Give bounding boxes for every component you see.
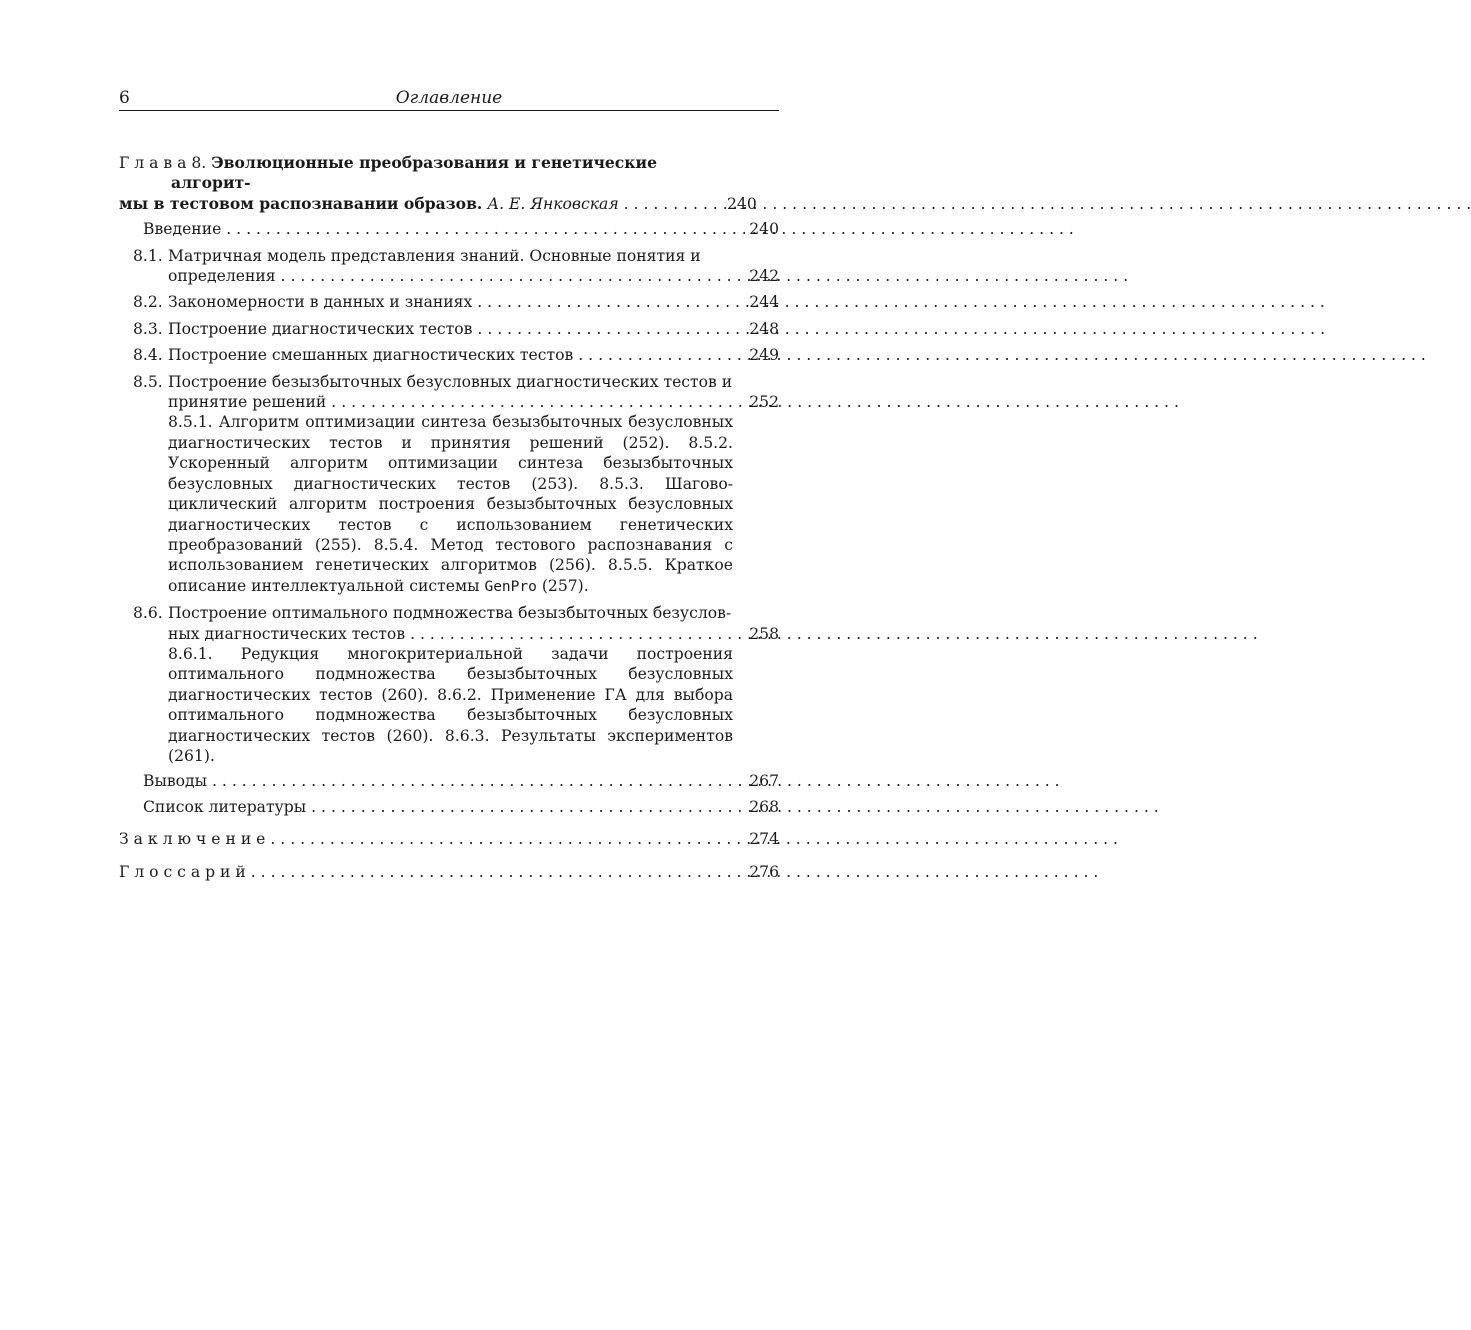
section-number: 8.4.: [133, 346, 163, 365]
section-title-line1: Матричная модель представления знаний. Основные понятия и: [168, 246, 701, 265]
toc-section-8-2[interactable]: [119, 292, 779, 312]
system-name: GenPro: [484, 578, 537, 595]
toc-section-8-5[interactable]: [119, 372, 779, 597]
page: [119, 86, 779, 882]
section-title-line2: принятие решений: [168, 393, 327, 412]
page-ref: 240: [749, 220, 779, 239]
section-title: Закономерности в данных и знаниях: [168, 293, 473, 312]
entry-label: Выводы: [143, 772, 208, 791]
section-number: 8.2.: [133, 293, 163, 312]
page-number: 6: [119, 88, 130, 108]
toc-references[interactable]: [119, 797, 779, 817]
section-number: 8.6.: [133, 604, 163, 623]
subsection-text-tail: (257).: [541, 576, 589, 595]
toc-section-8-6[interactable]: [119, 603, 779, 766]
section-title-line2: ных диагностических тестов: [168, 624, 406, 643]
chapter-title-line2: мы в тестовом распознавании образов.: [119, 193, 483, 213]
entry-label: Введение: [143, 220, 222, 239]
running-title: Оглавление: [395, 88, 503, 108]
toc-section-8-4[interactable]: [119, 345, 779, 365]
page-ref: 252: [749, 393, 779, 412]
section-number: 8.5.: [133, 372, 163, 391]
section-number: 8.1.: [133, 246, 163, 265]
section-number: 8.3.: [133, 319, 163, 338]
toc-section-8-3[interactable]: [119, 319, 779, 339]
toc-chapter-8[interactable]: Г л а в а 8. Эволюционные преобразования и генетические алгорит- мы в тестовом распознавании образов. А. Е. Янковская . . . 240: [119, 153, 779, 214]
section-title-line1: Построение оптимального подмножества безызбыточных безуслов-: [168, 604, 732, 623]
subsection-list: [119, 644, 779, 766]
page-ref: 258: [749, 624, 779, 643]
table-of-contents: [119, 153, 779, 882]
running-header: [119, 86, 779, 111]
subsection-text: 8.6.1. Редукция многокритериальной задачи построения оптимального подмножества безызбыточных безусловных диагностических тестов (260). 8.6.2. Применение ГА для выбора оптимального подмножества безызбыточных безусловных диагностических тестов (260). 8.6.3. Результаты экспериментов (261).: [168, 644, 733, 765]
page-ref: 248: [749, 319, 779, 338]
subsection-list: [119, 412, 779, 597]
page-ref: 267: [749, 772, 779, 791]
toc-intro[interactable]: [119, 219, 779, 239]
page-ref: 249: [749, 346, 779, 365]
page-ref: 276: [749, 862, 779, 881]
toc-closing[interactable]: [119, 829, 779, 849]
page-ref: 242: [749, 267, 779, 286]
section-title-line2: определения: [168, 267, 276, 286]
page-ref: 274: [749, 830, 779, 849]
chapter-label: Г л а в а 8.: [119, 154, 207, 172]
section-title: Построение диагностических тестов: [168, 319, 473, 338]
chapter-title-line1: Эволюционные преобразования и генетические алгорит-: [171, 153, 658, 193]
subsection-text: 8.5.1. Алгоритм оптимизации синтеза безызбыточных безусловных диагностических тестов и принятия решений (252). 8.5.2. Ускоренный алгоритм оптимизации синтеза безызбыточных безусловных диагностических тестов (253). 8.5.3. Шагово-циклический алгоритм построения безызбыточных безусловных диагностических тестов с использованием генетических преобразований (255). 8.5.4. Метод тестового распознавания с использованием генетических алгоритмов (256). 8.5.5. Краткое описание интеллектуальной системы: [168, 413, 733, 595]
entry-label: З а к л ю ч е н и е: [119, 830, 266, 849]
page-ref: 244: [749, 293, 779, 312]
entry-label: Список литературы: [143, 797, 307, 816]
section-title: Построение смешанных диагностических тестов: [168, 346, 574, 365]
toc-section-8-1[interactable]: [119, 246, 779, 287]
toc-glossary[interactable]: [119, 862, 779, 882]
toc-conclusions[interactable]: [119, 771, 779, 791]
page-ref: 268: [749, 797, 779, 816]
section-title-line1: Построение безызбыточных безусловных диагностических тестов и: [168, 372, 733, 391]
entry-label: Г л о с с а р и й: [119, 862, 246, 881]
chapter-author: А. Е. Янковская: [487, 194, 619, 213]
